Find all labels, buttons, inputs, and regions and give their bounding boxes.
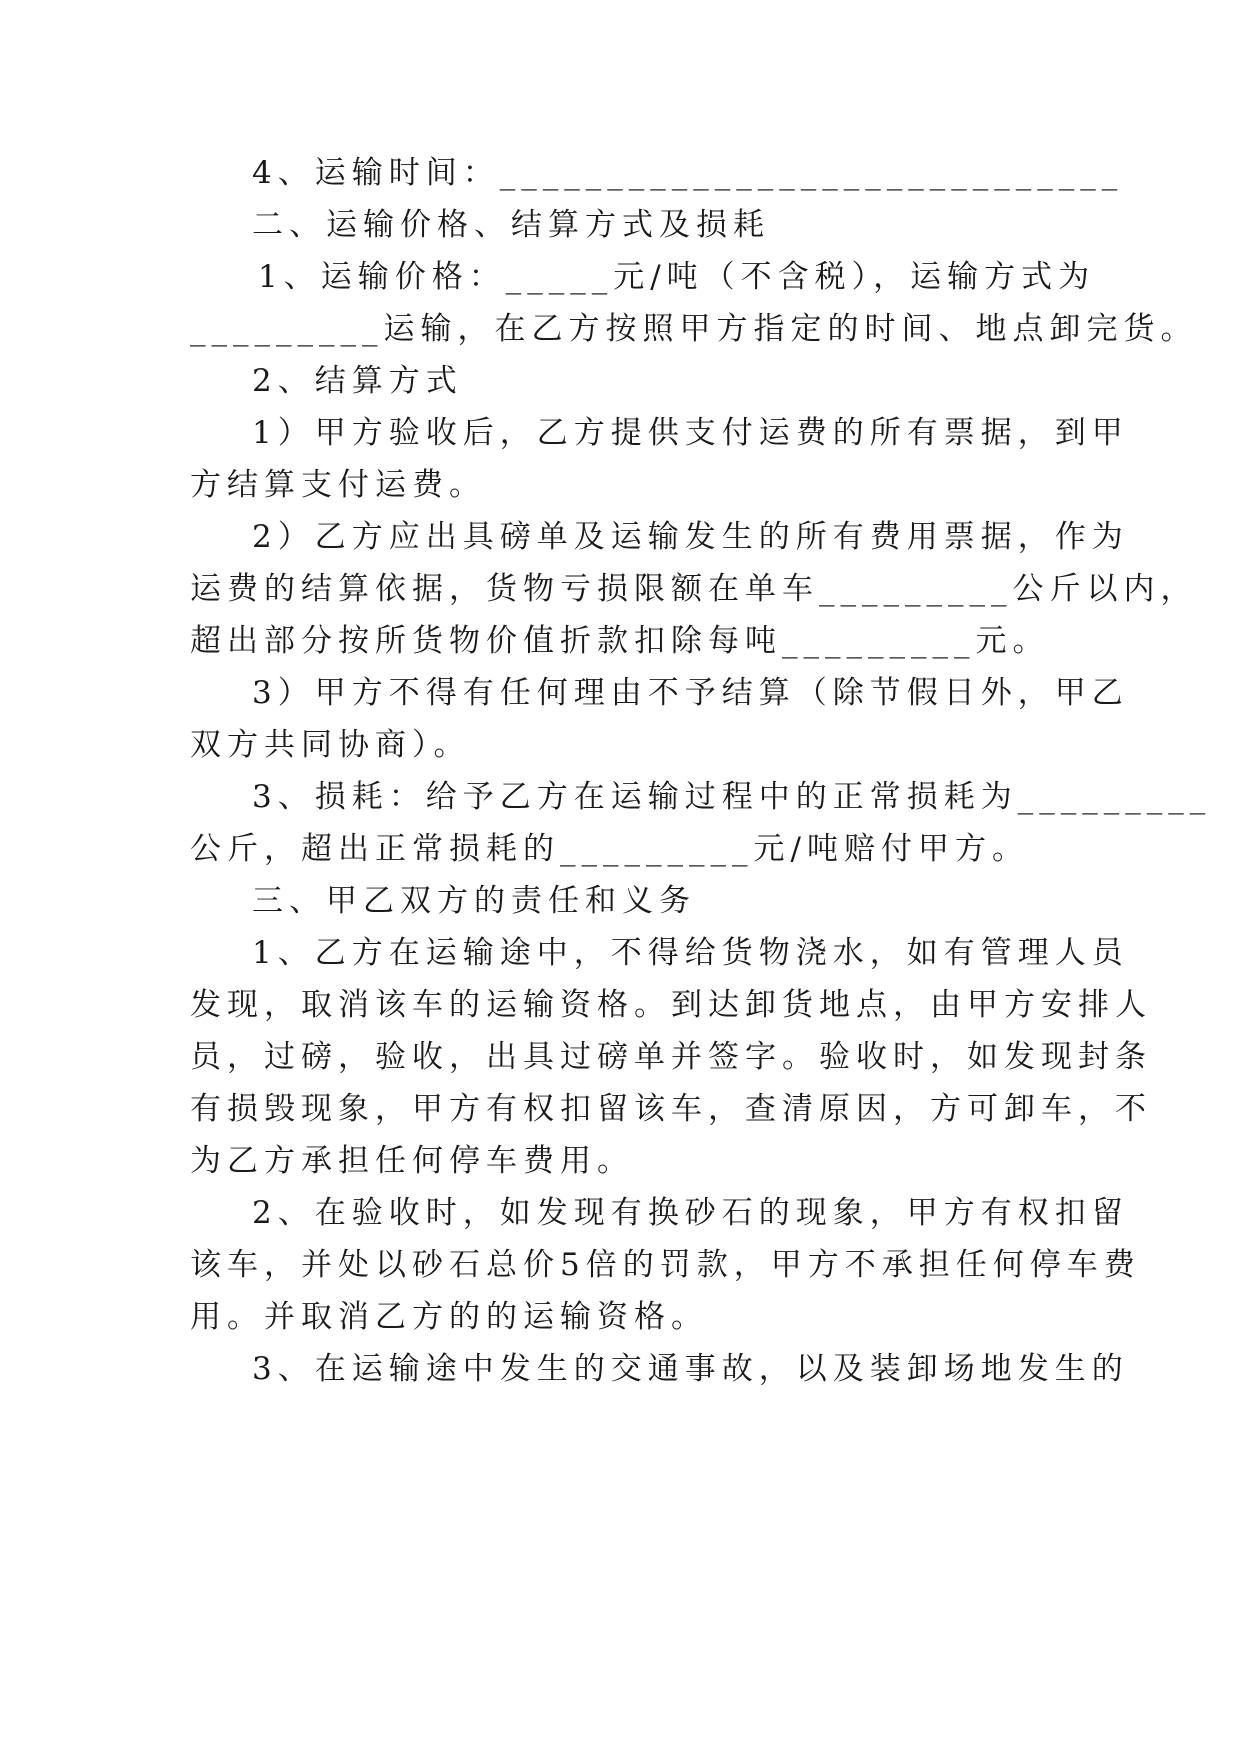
text-line-duty-1: 1、乙方在运输途中，不得给货物浇水，如有管理人员 xyxy=(252,935,1129,971)
text-line-loss-cont: 公斤，超出正常损耗的_________元/吨赔付甲方。 xyxy=(190,831,1029,867)
text-line-settlement-3-cont: 双方共同协商）。 xyxy=(190,727,471,763)
text-line-duty-3: 3、在运输途中发生的交通事故，以及装卸场地发生的 xyxy=(252,1351,1129,1387)
text-line-transport-time: 4、运输时间：_____________________________ xyxy=(252,155,1124,191)
text-line-loss: 3、损耗：给予乙方在运输过程中的正常损耗为_________ xyxy=(252,779,1212,815)
text-line-transport-price: 1、运输价格：_____元/吨（不含税），运输方式为 xyxy=(258,259,1096,295)
text-line-transport-method: _________运输，在乙方按照甲方指定的时间、地点卸完货。 xyxy=(190,311,1198,347)
text-line-settlement-2-cont2: 超出部分按所货物价值折款扣除每吨_________元。 xyxy=(190,623,1050,659)
text-line-duty-1-cont3: 有损毁现象，甲方有权扣留该车，查清原因，方可卸车，不 xyxy=(190,1091,1152,1127)
text-line-settlement-1-cont: 方结算支付运费。 xyxy=(190,467,486,503)
section-heading-responsibilities: 三、甲乙双方的责任和义务 xyxy=(252,883,696,919)
text-line-settlement-2-cont: 运费的结算依据，货物亏损限额在单车_________公斤以内， xyxy=(190,571,1198,607)
subheading-settlement-method: 2、结算方式 xyxy=(252,363,463,399)
text-line-duty-2-cont2: 用。并取消乙方的的运输资格。 xyxy=(190,1299,708,1335)
text-line-settlement-3: 3）甲方不得有任何理由不予结算（除节假日外，甲乙 xyxy=(252,675,1129,711)
text-line-duty-2-cont: 该车，并处以砂石总价5倍的罚款，甲方不承担任何停车费 xyxy=(190,1247,1141,1283)
text-line-duty-1-cont2: 员，过磅，验收，出具过磅单并签字。验收时，如发现封条 xyxy=(190,1039,1152,1075)
text-line-duty-2: 2、在验收时，如发现有换砂石的现象，甲方有权扣留 xyxy=(252,1195,1129,1231)
text-line-settlement-1: 1）甲方验收后，乙方提供支付运费的所有票据，到甲 xyxy=(252,415,1129,451)
text-line-duty-1-cont4: 为乙方承担任何停车费用。 xyxy=(190,1143,634,1179)
text-line-duty-1-cont: 发现，取消该车的运输资格。到达卸货地点，由甲方安排人 xyxy=(190,987,1152,1023)
text-line-settlement-2: 2）乙方应出具磅单及运输发生的所有费用票据，作为 xyxy=(252,519,1129,555)
section-heading-price-settlement: 二、运输价格、结算方式及损耗 xyxy=(252,207,770,243)
